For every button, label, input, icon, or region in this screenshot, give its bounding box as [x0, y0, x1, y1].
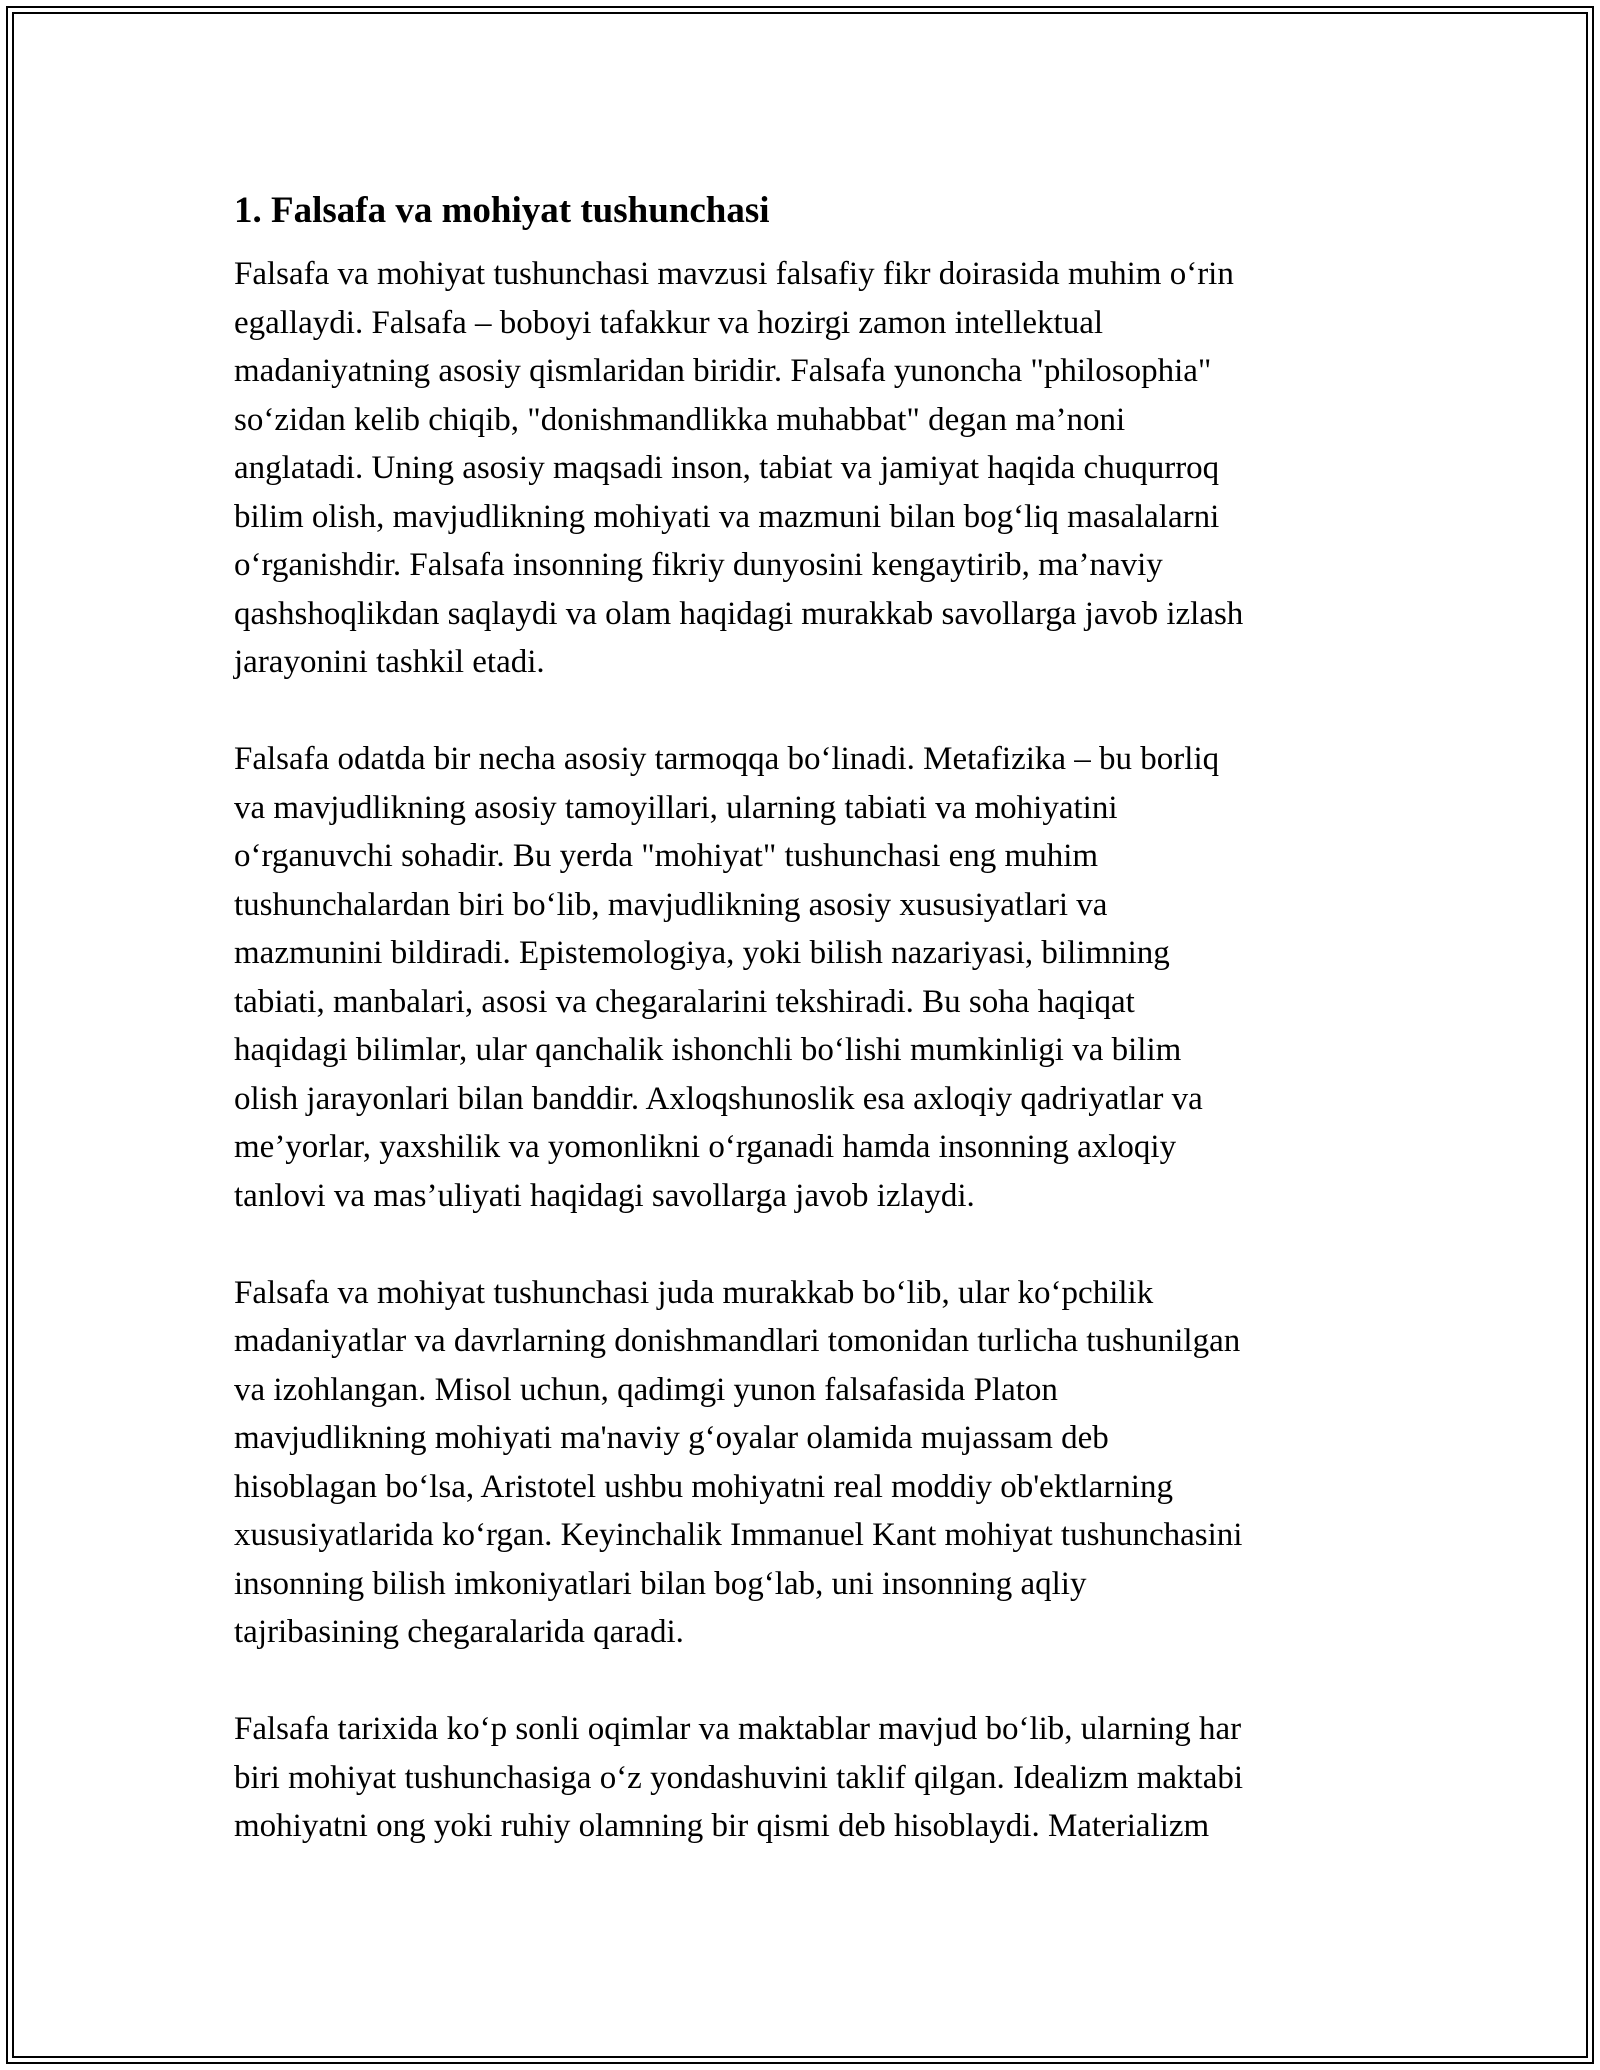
text-line: madaniyatlar va davrlarning donishmandlari tomonidan turlicha tushunilgan [234, 1323, 1241, 1359]
text-line: bilim olish, mavjudlikning mohiyati va mazmuni bilan bog‘liq masalalarni [234, 498, 1220, 535]
text-line: o‘rganuvchi sohadir. Bu yerda "mohiyat" tushunchasi eng muhim [234, 838, 1099, 874]
text-line: egallaydi. Falsafa – boboyi tafakkur va hozirgi zamon intellektual [234, 304, 1104, 341]
document-body [234, 186, 1369, 1899]
text-line: mavjudlikning mohiyati ma'naviy g‘oyalar olamida mujassam deb [234, 1420, 1109, 1456]
text-line: tushunchalardan biri bo‘lib, mavjudlikning asosiy xususiyatlari va [234, 886, 1108, 923]
text-line: anglatadi. Uning asosiy maqsadi inson, tabiat va jamiyat haqida chuqurroq [234, 450, 1220, 486]
text-line: insonning bilish imkoniyatlari bilan bog‘lab, uni insonning aqliy [234, 1565, 1087, 1602]
text-line: xususiyatlarida ko‘rgan. Keyinchalik Immanuel Kant mohiyat tushunchasini [234, 1517, 1243, 1553]
text-line: biri mohiyat tushunchasiga o‘z yondashuvini taklif qilgan. Idealizm maktabi [234, 1759, 1244, 1796]
text-line: mazmunini bildiradi. Epistemologiya, yoki bilish nazariyasi, bilimning [234, 935, 1170, 971]
text-line: va mavjudlikning asosiy tamoyillari, ularning tabiati va mohiyatini [234, 789, 1118, 826]
text-line: Falsafa odatda bir necha asosiy tarmoqqa bo‘linadi. Metafizika – bu borliq [234, 741, 1220, 777]
paragraph-4 [234, 1705, 1369, 1851]
paragraph-3 [234, 1269, 1369, 1657]
text-line: hisoblagan bo‘lsa, Aristotel ushbu mohiyatni real moddiy ob'ektlarning [234, 1468, 1173, 1505]
text-line: tanlovi va mas’uliyati haqidagi savollarga javob izlaydi. [234, 1177, 975, 1214]
text-line: o‘rganishdir. Falsafa insonning fikriy dunyosini kengaytirib, ma’naviy [234, 547, 1163, 583]
text-line: Falsafa tarixida ko‘p sonli oqimlar va maktablar mavjud bo‘lib, ularning har [234, 1711, 1242, 1747]
text-line: tajribasining chegaralarida qaradi. [234, 1614, 684, 1650]
text-line: so‘zidan kelib chiqib, "donishmandlikka muhabbat" degan ma’noni [234, 401, 1126, 438]
text-line: qashshoqlikdan saqlaydi va olam haqidagi murakkab savollarga javob izlash [234, 595, 1244, 632]
text-line: mohiyatni ong yoki ruhiy olamning bir qismi deb hisoblaydi. Materializm [234, 1808, 1210, 1844]
text-line: Falsafa va mohiyat tushunchasi juda murakkab bo‘lib, ular ko‘pchilik [234, 1274, 1154, 1311]
paragraph-2 [234, 735, 1369, 1220]
text-line: tabiati, manbalari, asosi va chegaralarini tekshiradi. Bu soha haqiqat [234, 983, 1135, 1020]
text-line: haqidagi bilimlar, ular qanchalik ishonchli bo‘lishi mumkinligi va bilim [234, 1032, 1182, 1068]
text-line: olish jarayonlari bilan banddir. Axloqshunoslik esa axloqiy qadriyatlar va [234, 1080, 1203, 1117]
text-line: madaniyatning asosiy qismlaridan biridir. Falsafa yunoncha "philosophia" [234, 353, 1212, 389]
section-heading: 1. Falsafa va mohiyat tushunchasi [234, 190, 770, 231]
text-line: Falsafa va mohiyat tushunchasi mavzusi falsafiy fikr doirasida muhim o‘rin [234, 256, 1234, 292]
text-line: jarayonini tashkil etadi. [234, 644, 545, 680]
text-line: me’yorlar, yaxshilik va yomonlikni o‘rganadi hamda insonning axloqiy [234, 1129, 1177, 1165]
text-line: va izohlangan. Misol uchun, qadimgi yunon falsafasida Platon [234, 1371, 1058, 1408]
paragraph-1 [234, 250, 1369, 687]
